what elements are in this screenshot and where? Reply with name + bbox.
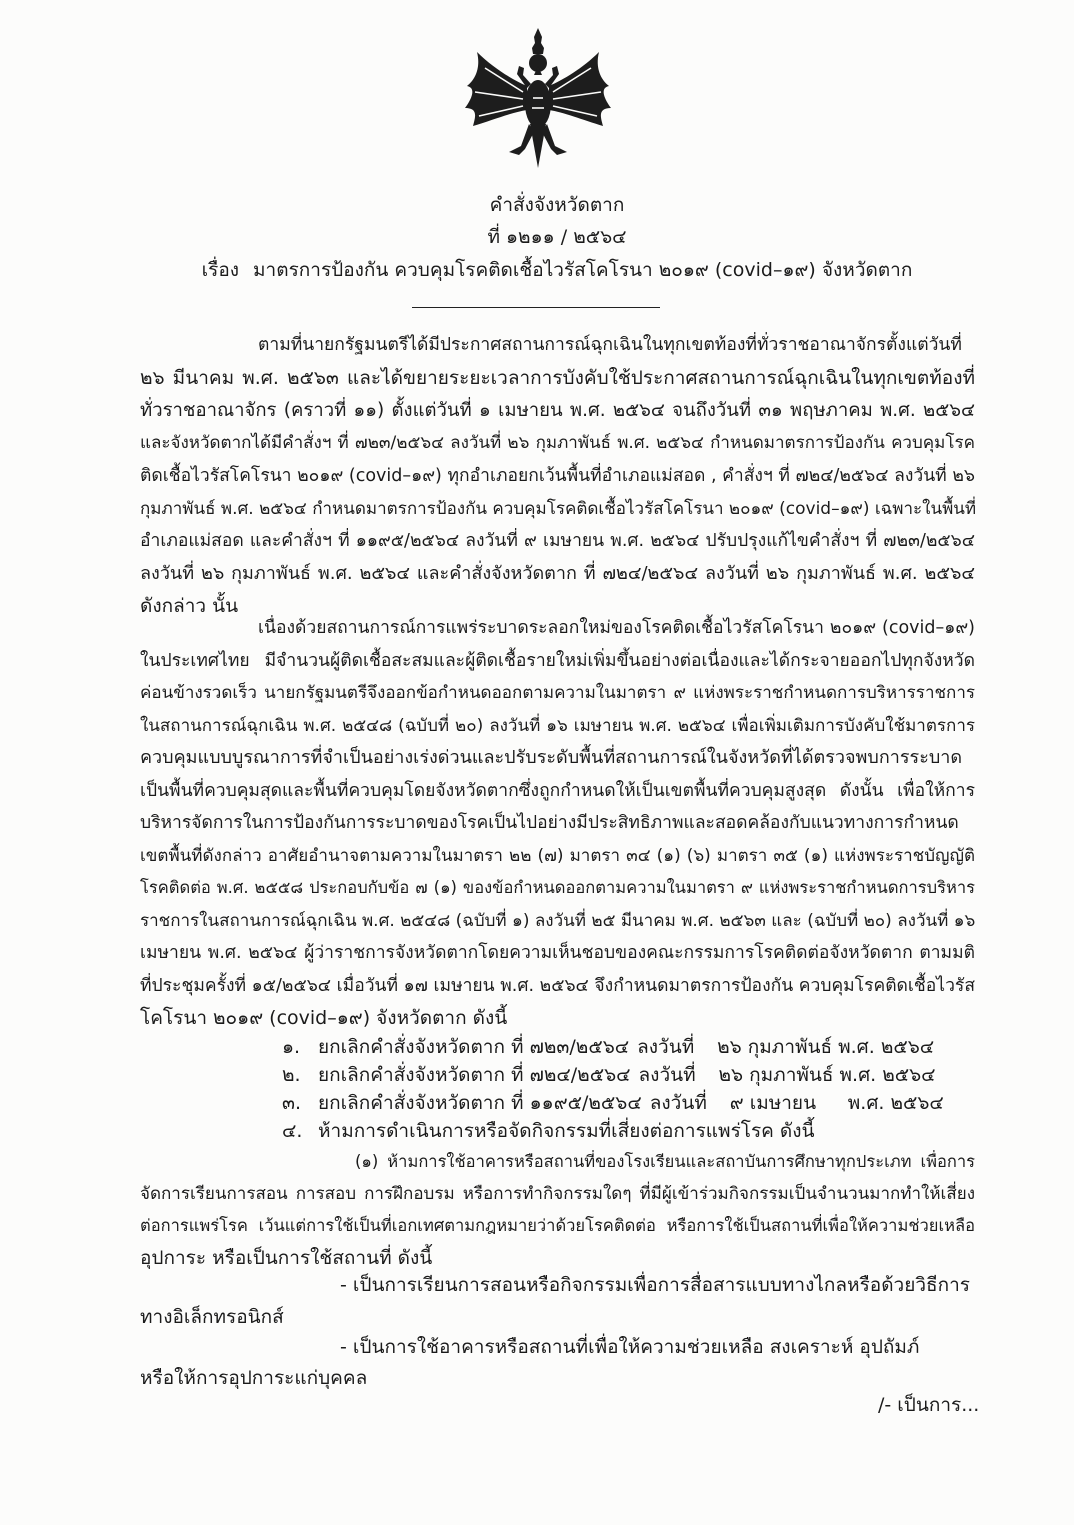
header-divider bbox=[412, 307, 660, 308]
paragraph-2-line: บริหารจัดการในการป้องกันการระบาดของโรคเป็นไปอย่างมีประสิทธิภาพและสอดคล้องกับแนวทางการกำหนด bbox=[140, 813, 959, 833]
paragraph-2-line: ราชการในสถานการณ์ฉุกเฉิน พ.ศ. ๒๕๔๘ (ฉบับที่ ๑) ลงวันที่ ๒๕ มีนาคม พ.ศ. ๒๕๖๓ และ (ฉบับที่ ๒๐) ลงวันที่ ๑๖ bbox=[140, 911, 976, 931]
exception-item-line: หรือให้การอุปการะแก่บุคคล bbox=[140, 1367, 368, 1389]
paragraph-1-line: ทั่วราชอาณาจักร (คราวที่ ๑๑) ตั้งแต่วันที่ ๑ เมษายน พ.ศ. ๒๕๖๔ จนถึงวันที่ ๓๑ พฤษภาคม พ.ศ. ๒๕๖๔ bbox=[140, 400, 975, 421]
paragraph-2-line: โรคติดต่อ พ.ศ. ๒๕๕๘ ประกอบกับข้อ ๗ (๑) ของข้อกำหนดออกตามความในมาตรา ๙ แห่งพระราชกำหนดการบริหาร bbox=[140, 878, 975, 897]
item-date-label: ลงวันที่ bbox=[649, 1092, 707, 1114]
clause-line: อุปการะ หรือเป็นการใช้สถานที่ ดังนี้ bbox=[140, 1247, 433, 1269]
exception-item-line: - เป็นการเรียนการสอนหรือกิจกรรมเพื่อการสื่อสารแบบทางไกลหรือด้วยวิธีการ bbox=[340, 1274, 970, 1296]
garuda-crown bbox=[532, 28, 544, 54]
item-number: ๑. bbox=[282, 1036, 301, 1058]
exception-item-line: - เป็นการใช้อาคารหรือสถานที่เพื่อให้ความช่วยเหลือ สงเคราะห์ อุปถัมภ์ bbox=[340, 1336, 920, 1358]
paragraph-1-line: กุมภาพันธ์ พ.ศ. ๒๕๖๔ กำหนดมาตรการป้องกัน ควบคุมโรคติดเชื้อไวรัสโคโรนา ๒๐๑๙ (covid–๑๙) เฉพาะในพื้นที่ bbox=[140, 499, 977, 519]
order-item-3 bbox=[282, 1089, 975, 1117]
garuda-left-leg bbox=[509, 124, 534, 155]
subject-line bbox=[40, 254, 1074, 286]
paragraph-2-line: ในสถานการณ์ฉุกเฉิน พ.ศ. ๒๕๔๘ (ฉบับที่ ๒๐) ลงวันที่ ๑๖ เมษายน พ.ศ. ๒๕๖๔ เพื่อเพิ่มเติมการบังคับใช้มาตรการ bbox=[140, 716, 975, 736]
paragraph-2-line: ควบคุมแบบบูรณาการที่จำเป็นอย่างเร่งด่วนและปรับระดับพื้นที่สถานการณ์ในจังหวัดที่ได้ตรวจพบการระบาด bbox=[140, 747, 963, 768]
item-text: ยกเลิกคำสั่งจังหวัดตาก ที่ ๗๒๔/๒๕๖๔ bbox=[318, 1064, 631, 1086]
order-item-2 bbox=[282, 1061, 975, 1089]
item-number: ๔. bbox=[282, 1120, 303, 1142]
document-number: ที่ ๑๒๑๑ / ๒๕๖๔ bbox=[487, 226, 627, 248]
paragraph-1-line: ติดเชื้อไวรัสโคโรนา ๒๐๑๙ (covid–๑๙) ทุกอำเภอยกเว้นพื้นที่อำเภอแม่สอด , คำสั่งฯ ที่ ๗๒๔/๒๕๖๔ ลงวันที่ ๒๖ bbox=[140, 466, 975, 486]
paragraph-2-line: ค่อนข้างรวดเร็ว นายกรัฐมนตรีจึงออกข้อกำหนดออกตามความในมาตรา ๙ แห่งพระราชกำหนดการบริหารราชการ bbox=[140, 683, 975, 703]
clause-line: ต่อการแพร่โรค เว้นแต่การใช้เป็นที่เอกเทศตามกฎหมายว่าด้วยโรคติดต่อ หรือการใช้เป็นสถานที่เพื่อให้ความช่วยเหลือ bbox=[140, 1216, 975, 1235]
subject-text: มาตรการป้องกัน ควบคุมโรคติดเชื้อไวรัสโคโรนา ๒๐๑๙ (covid–๑๙) จังหวัดตาก bbox=[253, 259, 913, 281]
item-date: ๒๖ กุมภาพันธ์ bbox=[717, 1036, 833, 1058]
paragraph-2-line: เนื่องด้วยสถานการณ์การแพร่ระบาดระลอกใหม่ของโรคติดเชื้อไวรัสโคโรนา ๒๐๑๙ (covid–๑๙) bbox=[258, 618, 975, 638]
paragraph-1-line: ดังกล่าว นั้น bbox=[140, 595, 239, 617]
item-year: พ.ศ. ๒๕๖๔ bbox=[847, 1092, 944, 1114]
exception-item-line: ทางอิเล็กทรอนิกส์ bbox=[140, 1306, 284, 1328]
garuda-body bbox=[525, 80, 551, 128]
continuation-marker: /- เป็นการ... bbox=[878, 1394, 980, 1416]
paragraph-2-line: โคโรนา ๒๐๑๙ (covid–๑๙) จังหวัดตาก ดังนี้ bbox=[140, 1007, 508, 1029]
item-year: พ.ศ. ๒๕๖๔ bbox=[838, 1036, 935, 1058]
item-text: ยกเลิกคำสั่งจังหวัดตาก ที่ ๗๒๓/๒๕๖๔ bbox=[318, 1036, 630, 1058]
paragraph-1-line: อำเภอแม่สอด และคำสั่งฯ ที่ ๑๑๙๕/๒๕๖๔ ลงวันที่ ๙ เมษายน พ.ศ. ๒๕๖๔ ปรับปรุงแก้ไขคำสั่งฯ ที่ ๗๒๓/๒๕๖๔ bbox=[140, 531, 975, 551]
order-item-1 bbox=[282, 1033, 975, 1061]
clause-line: จัดการเรียนการสอน การสอบ การฝึกอบรม หรือการทำกิจกรรมใดๆ ที่มีผู้เข้าร่วมกิจกรรมเป็นจำนวนมากทำให้เสี่ยง bbox=[140, 1184, 975, 1204]
paragraph-1-line: และจังหวัดตากได้มีคำสั่งฯ ที่ ๗๒๓/๒๕๖๔ ลงวันที่ ๒๖ กุมภาพันธ์ พ.ศ. ๒๕๖๔ กำหนดมาตรการป้องกัน ควบคุมโรค bbox=[140, 433, 975, 453]
paragraph-2-line: เป็นพื้นที่ควบคุมสุดและพื้นที่ควบคุมโดยจังหวัดตากซึ่งถูกกำหนดให้เป็นเขตพื้นที่ควบคุมสูงสุด ดังนั้น เพื่อให้การ bbox=[140, 781, 975, 801]
item-date-label: ลงวันที่ bbox=[638, 1064, 696, 1086]
paragraph-1-line: ตามที่นายกรัฐมนตรีได้มีประกาศสถานการณ์ฉุกเฉินในทุกเขตท้องที่ทั่วราชอาณาจักรตั้งแต่วันที่ bbox=[258, 335, 962, 355]
item-year: พ.ศ. ๒๕๖๔ bbox=[839, 1064, 936, 1086]
item-text: ห้ามการดำเนินการหรือจัดกิจกรรมที่เสี่ยงต่อการแพร่โรค ดังนี้ bbox=[318, 1120, 815, 1142]
subject-label: เรื่อง bbox=[201, 259, 240, 281]
garuda-emblem bbox=[463, 28, 613, 173]
item-date: ๒๖ กุมภาพันธ์ bbox=[718, 1064, 834, 1086]
paragraph-2-line: ในประเทศไทย มีจำนวนผู้ติดเชื้อสะสมและผู้ติดเชื้อรายใหม่เพิ่มขึ้นอย่างต่อเนื่องและได้กระจายออกไปทุกจังหวัด bbox=[140, 651, 975, 671]
item-number: ๒. bbox=[282, 1064, 301, 1086]
document-title: คำสั่งจังหวัดตาก bbox=[489, 194, 625, 216]
garuda-right-leg bbox=[542, 124, 567, 155]
paragraph-1-line: ลงวันที่ ๒๖ กุมภาพันธ์ พ.ศ. ๒๕๖๔ และคำสั่งจังหวัดตาก ที่ ๗๒๔/๒๕๖๔ ลงวันที่ ๒๖ กุมภาพันธ์ พ.ศ. ๒๕๖๔ bbox=[140, 563, 975, 584]
paragraph-2-line: เขตพื้นที่ดังกล่าว อาศัยอำนาจตามความในมาตรา ๒๒ (๗) มาตรา ๓๔ (๑) (๖) มาตรา ๓๕ (๑) แห่งพระราชบัญญัติ bbox=[140, 846, 975, 866]
item-date-label: ลงวันที่ bbox=[637, 1036, 695, 1058]
order-item-4 bbox=[282, 1117, 975, 1145]
item-text: ยกเลิกคำสั่งจังหวัดตาก ที่ ๑๑๙๕/๒๕๖๔ bbox=[318, 1092, 642, 1114]
item-date: ๙ เมษายน bbox=[729, 1092, 817, 1114]
clause-line: (๑) ห้ามการใช้อาคารหรือสถานที่ของโรงเรียนและสถาบันการศึกษาทุกประเภท เพื่อการ bbox=[355, 1152, 975, 1171]
paragraph-2-line: เมษายน พ.ศ. ๒๕๖๔ ผู้ว่าราชการจังหวัดตากโดยความเห็นชอบของคณะกรรมการโรคติดต่อจังหวัดตาก ตามมติ bbox=[140, 943, 975, 963]
item-number: ๓. bbox=[282, 1092, 302, 1114]
paragraph-1-line: ๒๖ มีนาคม พ.ศ. ๒๕๖๓ และได้ขยายระยะเวลาการบังคับใช้ประกาศสถานการณ์ฉุกเฉินในทุกเขตท้องที่ bbox=[140, 367, 975, 389]
paragraph-2-line: ที่ประชุมครั้งที่ ๑๕/๒๕๖๔ เมื่อวันที่ ๑๗ เมษายน พ.ศ. ๒๕๖๔ จึงกำหนดมาตรการป้องกัน ควบคุมโรคติดเชื้อไวรัส bbox=[140, 976, 975, 996]
